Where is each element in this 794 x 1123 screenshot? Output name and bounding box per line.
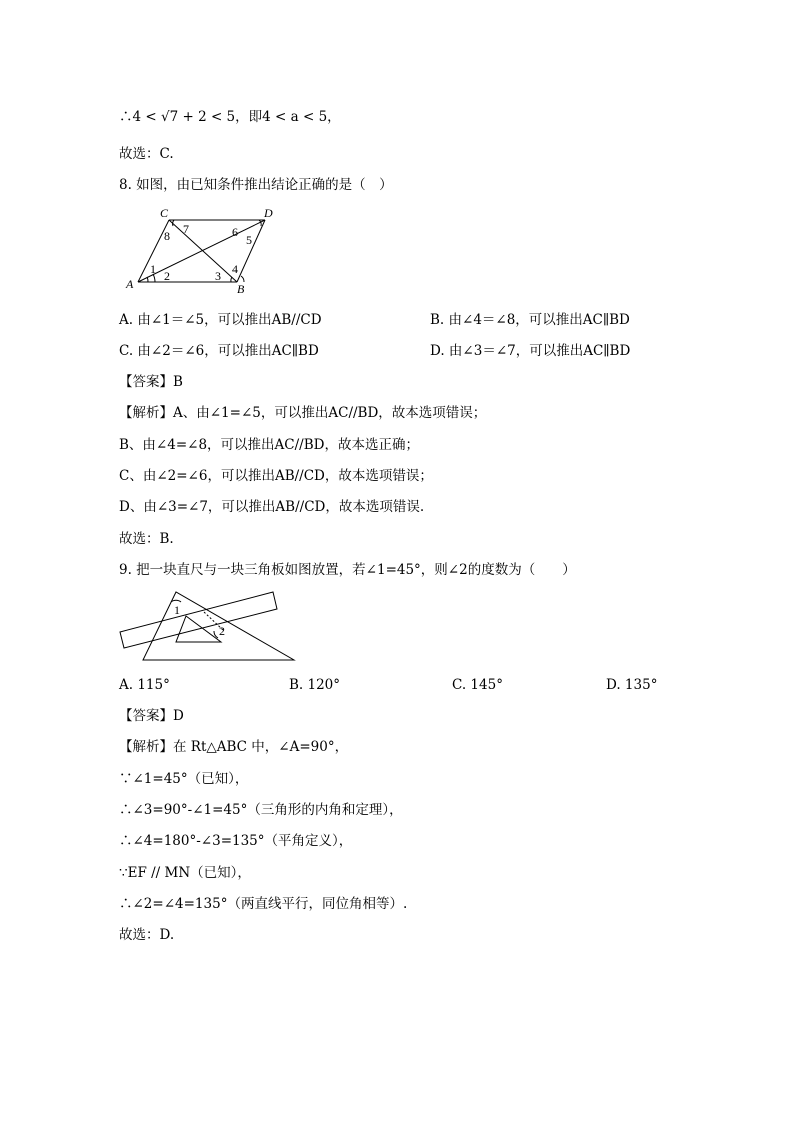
option-d: D. 135° bbox=[606, 677, 658, 693]
explanation-line: 故选：D. bbox=[119, 927, 175, 943]
explanation-line: 【解析】A、由∠1=∠5，可以推出AC//BD，故本选项错误； bbox=[119, 405, 487, 421]
explanation-line: ∴∠3=90°-∠1=45°（三角形的内角和定理）， bbox=[119, 802, 403, 818]
explanation-line: B、由∠4=∠8，可以推出AC//BD，故本选正确； bbox=[119, 437, 419, 453]
explanation-line: ∵∠1=45°（已知）， bbox=[119, 771, 249, 787]
angle-label: 4 bbox=[232, 262, 238, 276]
explanation-line: ∴∠4=180°-∠3=135°（平角定义）， bbox=[119, 833, 353, 849]
figure-8-parallelogram bbox=[120, 200, 285, 295]
angle-label: 6 bbox=[232, 225, 238, 239]
option-b: B. 由∠4＝∠8，可以推出AC∥BD bbox=[430, 312, 630, 328]
answer-9: 【答案】D bbox=[119, 708, 184, 724]
angle-label: 1 bbox=[174, 603, 180, 617]
text-line: 故选：C. bbox=[119, 146, 174, 162]
angle-label: 1 bbox=[150, 262, 156, 276]
point-label-b: B bbox=[237, 282, 245, 295]
angle-label: 8 bbox=[164, 229, 170, 243]
explanation-line: 【解析】在 Rt△ABC 中，∠A=90°， bbox=[119, 739, 349, 755]
angle-label: 7 bbox=[183, 222, 189, 236]
explanation-line: ∴∠2=∠4=135°（两直线平行，同位角相等）. bbox=[119, 896, 408, 912]
angle-label: 2 bbox=[219, 624, 225, 638]
answer-8: 【答案】B bbox=[119, 374, 183, 390]
explanation-line: ∵EF // MN（已知）， bbox=[119, 865, 251, 881]
option-c: C. 由∠2＝∠6，可以推出AC∥BD bbox=[119, 343, 319, 359]
angle-label: 3 bbox=[215, 269, 221, 283]
option-a: A. 由∠1＝∠5，可以推出AB//CD bbox=[119, 312, 322, 328]
question-9: 9. 把一块直尺与一块三角板如图放置，若∠1=45°，则∠2的度数为（ ） bbox=[119, 562, 576, 578]
point-label-a: A bbox=[126, 277, 134, 291]
figure-9-ruler-triangle bbox=[118, 590, 303, 665]
point-label-c: C bbox=[160, 206, 169, 220]
explanation-line: 故选：B. bbox=[119, 531, 174, 547]
option-d: D. 由∠3＝∠7，可以推出AC∥BD bbox=[430, 343, 631, 359]
point-label-d: D bbox=[264, 206, 273, 220]
option-b: B. 120° bbox=[289, 677, 341, 693]
explanation-line: D、由∠3=∠7，可以推出AB//CD，故本选项错误. bbox=[119, 499, 425, 515]
text-line: ∴4 < √7 + 2 < 5，即4 < a < 5， bbox=[119, 109, 341, 125]
angle-label: 2 bbox=[164, 269, 170, 283]
option-c: C. 145° bbox=[452, 677, 503, 693]
angle-label: 5 bbox=[246, 233, 252, 247]
option-a: A. 115° bbox=[119, 677, 170, 693]
question-8: 8. 如图，由已知条件推出结论正确的是（ ） bbox=[119, 177, 393, 193]
explanation-line: C、由∠2=∠6，可以推出AB//CD，故本选项错误； bbox=[119, 468, 433, 484]
